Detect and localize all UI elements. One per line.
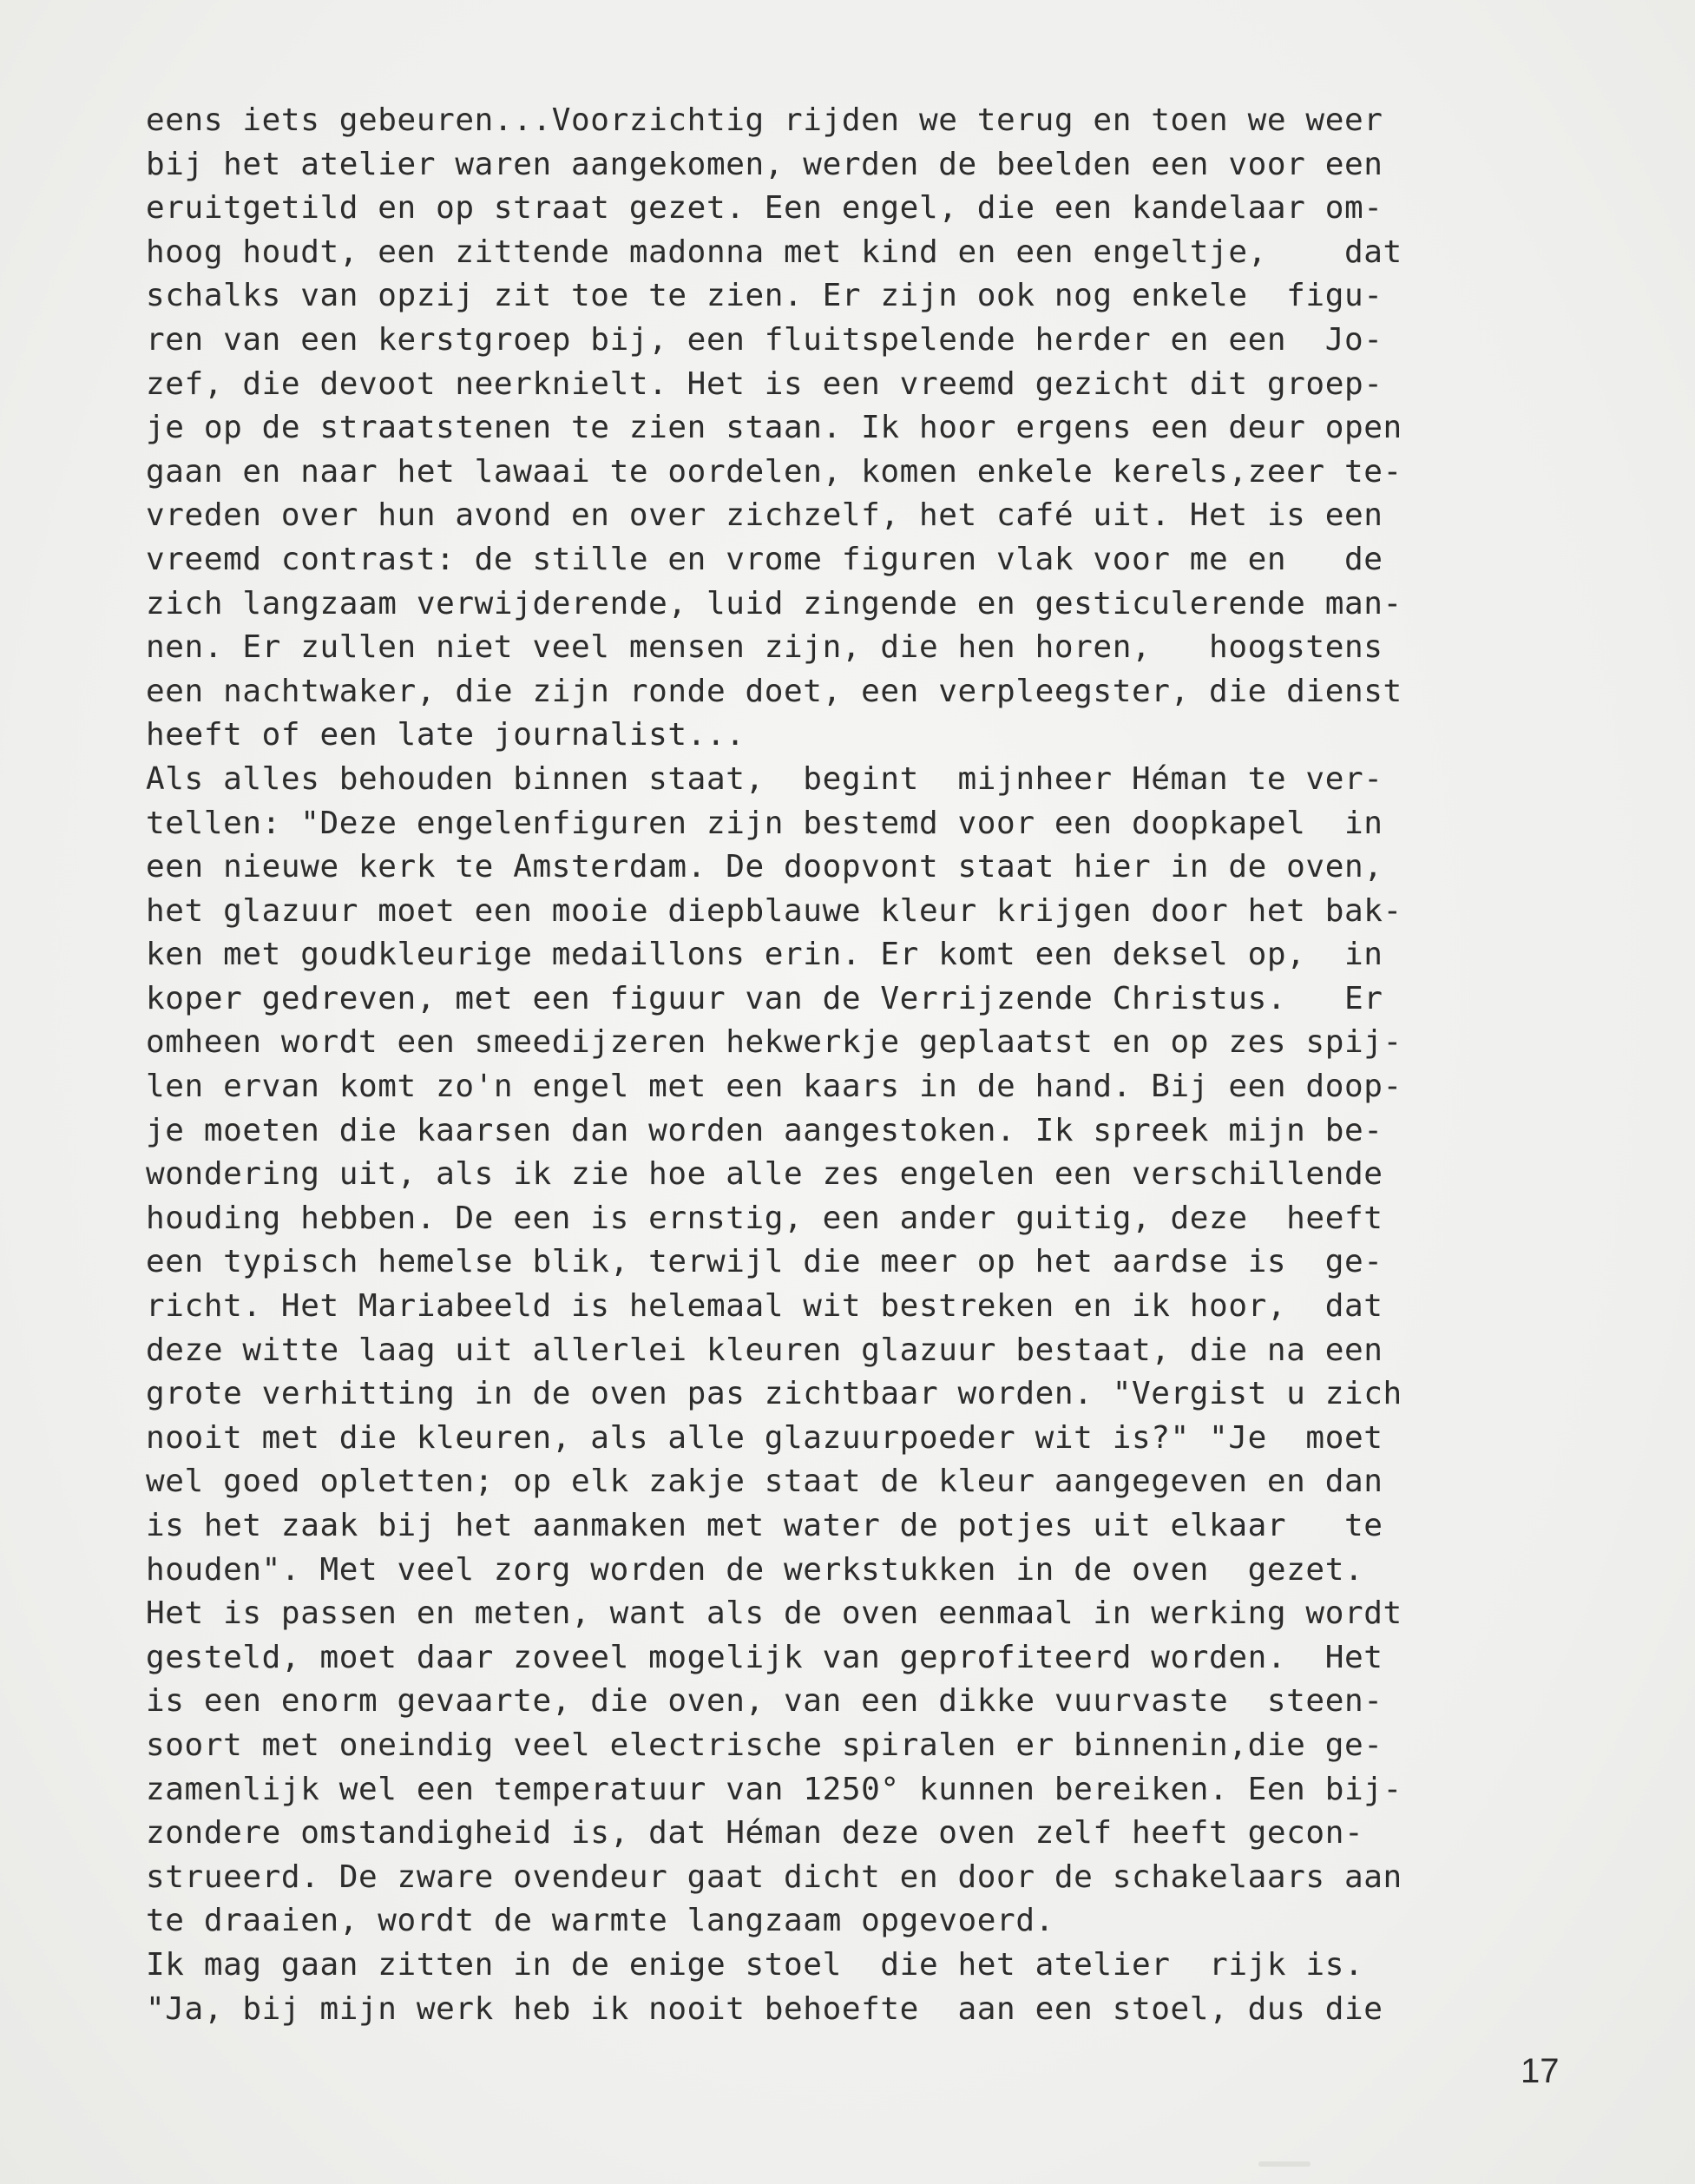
text-line: zef, die devoot neerknielt. Het is een vreemd gezicht dit groep- xyxy=(146,365,1383,402)
text-line: eruitgetild en op straat gezet. Een engel, die een kandelaar om- xyxy=(146,190,1383,227)
text-line: Ik mag gaan zitten in de enige stoel die het atelier rijk is. xyxy=(146,1946,1364,1983)
text-line: houden". Met veel zorg worden de werkstukken in de oven gezet. xyxy=(146,1551,1364,1588)
text-line: richt. Het Mariabeeld is helemaal wit bestreken en ik hoor, dat xyxy=(146,1288,1383,1325)
text-line: wondering uit, als ik zie hoe alle zes engelen een verschillende xyxy=(146,1156,1383,1193)
text-line: grote verhitting in de oven pas zichtbaar worden. "Vergist u zich xyxy=(146,1376,1403,1412)
text-line: soort met oneindig veel electrische spiralen er binnenin,die ge- xyxy=(146,1727,1383,1763)
text-line: zamenlijk wel een temperatuur van 1250° kunnen bereiken. Een bij- xyxy=(146,1771,1403,1807)
text-line: vreemd contrast: de stille en vrome figuren vlak voor me en de xyxy=(146,541,1383,577)
text-line: je moeten die kaarsen dan worden aangestoken. Ik spreek mijn be- xyxy=(146,1112,1383,1148)
text-line: len ervan komt zo'n engel met een kaars in de hand. Bij een doop- xyxy=(146,1069,1403,1105)
text-line: deze witte laag uit allerlei kleuren glazuur bestaat, die na een xyxy=(146,1332,1383,1368)
text-line: een typisch hemelse blik, terwijl die meer op het aardse is ge- xyxy=(146,1244,1383,1280)
text-line: tellen: "Deze engelenfiguren zijn bestemd voor een doopkapel in xyxy=(146,805,1383,841)
text-line: Het is passen en meten, want als de oven eenmaal in werking wordt xyxy=(146,1595,1403,1632)
text-line: zondere omstandigheid is, dat Héman deze oven zelf heeft gecon- xyxy=(146,1815,1364,1852)
text-line: is een enorm gevaarte, die oven, van een dikke vuurvaste steen- xyxy=(146,1683,1383,1720)
text-line: je op de straatstenen te zien staan. Ik hoor ergens een deur open xyxy=(146,410,1403,446)
text-line: Als alles behouden binnen staat, begint mijnheer Héman te ver- xyxy=(146,760,1383,797)
body-text xyxy=(146,99,1604,2031)
text-line: het glazuur moet een mooie diepblauwe kleur krijgen door het bak- xyxy=(146,892,1403,929)
text-line: te draaien, wordt de warmte langzaam opgevoerd. xyxy=(146,1903,1054,1939)
text-line: heeft of een late journalist... xyxy=(146,717,746,753)
text-line: eens iets gebeuren...Voorzichtig rijden we terug en toen we weer xyxy=(146,102,1383,138)
text-line: gesteld, moet daar zoveel mogelijk van geprofiteerd worden. Het xyxy=(146,1639,1383,1675)
page-number: 17 xyxy=(1521,2052,1560,2090)
text-line: gaan en naar het lawaai te oordelen, komen enkele kerels,zeer te- xyxy=(146,453,1403,490)
text-line: strueerd. De zware ovendeur gaat dicht en door de schakelaars aan xyxy=(146,1858,1403,1895)
text-line: ren van een kerstgroep bij, een fluitspelende herder en een Jo- xyxy=(146,321,1383,358)
text-line: "Ja, bij mijn werk heb ik nooit behoefte aan een stoel, dus die xyxy=(146,1990,1383,2027)
text-line: houding hebben. De een is ernstig, een ander guitig, deze heeft xyxy=(146,1200,1383,1236)
text-line: bij het atelier waren aangekomen, werden de beelden een voor een xyxy=(146,146,1383,182)
text-line: zich langzaam verwijderende, luid zingende en gesticulerende man- xyxy=(146,585,1403,622)
text-line: is het zaak bij het aanmaken met water de potjes uit elkaar te xyxy=(146,1508,1383,1543)
text-line: wel goed opletten; op elk zakje staat de kleur aangegeven en dan xyxy=(146,1464,1383,1500)
text-line: een nieuwe kerk te Amsterdam. De doopvont staat hier in de oven, xyxy=(146,849,1383,885)
text-line: omheen wordt een smeedijzeren hekwerkje geplaatst en op zes spij- xyxy=(146,1024,1403,1061)
text-line: schalks van opzij zit toe te zien. Er zijn ook nog enkele figu- xyxy=(146,278,1383,314)
text-line: vreden over hun avond en over zichzelf, het café uit. Het is een xyxy=(146,497,1383,534)
text-line: nen. Er zullen niet veel mensen zijn, die hen horen, hoogstens xyxy=(146,629,1383,666)
text-line: ken met goudkleurige medaillons erin. Er komt een deksel op, in xyxy=(146,937,1383,973)
text-line: een nachtwaker, die zijn ronde doet, een verpleegster, die dienst xyxy=(146,673,1403,709)
text-line: koper gedreven, met een figuur van de Verrijzende Christus. Er xyxy=(146,980,1383,1016)
paper-smudge xyxy=(1258,2161,1311,2167)
text-line: hoog houdt, een zittende madonna met kind en een engeltje, dat xyxy=(146,234,1403,270)
text-line: nooit met die kleuren, als alle glazuurpoeder wit is?" "Je moet xyxy=(146,1419,1383,1456)
